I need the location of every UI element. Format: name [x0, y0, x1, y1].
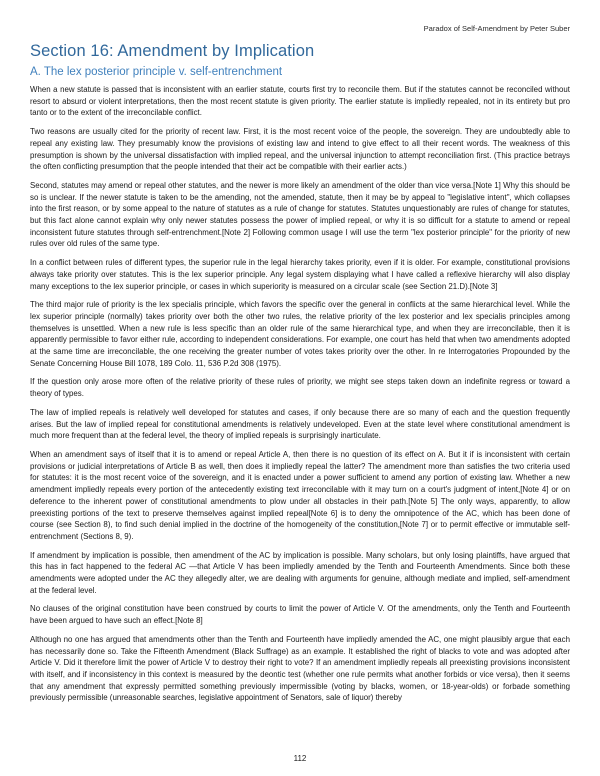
body-text [30, 84, 570, 704]
body-paragraph: Two reasons are usually cited for the priority of recent law. First, it is the most recent voice of the people, the sovereign. They are undoubtedly able to repeal any existing law. They presumably know the provisions of existing law and intend to give effect to all their recent words. The weakness of this presumption is shown by the universal dissatisfaction with implied repeal, and the universal injunction to attempt reconciliation first. (This practice betrays the often conflicting presumption that the people intended that their act be compatible with their earlier acts.) [30, 127, 570, 172]
body-paragraph: If the question only arose more often of the relative priority of these rules of priority, we might see steps taken down an indefinite regress or toward a theory of types. [30, 377, 570, 399]
page-number: 112 [293, 754, 307, 763]
body-paragraph: If amendment by implication is possible, then amendment of the AC by implication is possible. Many scholars, but only losing plaintiffs, have argued that this has in fact happened to the federal AC —that Article V has been impliedly amended by the Tenth and Fourteenth Amendments. Since both these amendments were adopted under the AC they allegedly alter, we are dealing with arguments for genuine, although mediate and implied, self-amendment at the federal level. [30, 550, 570, 595]
running-header-title: Paradox of Self-Amendment by Peter Suber [423, 24, 570, 33]
body-paragraph: The third major rule of priority is the lex specialis principle, which favors the specific over the general in conflicts at the same hierarchical level. While the lex superior principle (normally) takes priority over both the other two rules, the relative priority of the lex posterior and lex specialis principles among themselves is unsettled. When a new rule is less specific than an older rule of the same hierarchical type, and when they are irreconcilable, then it is apparently permissible to favor either rule, according to independent considerations. For example, one court has held that when two amendments adopted at the same time are irreconcilable, the one receiving the greater number of votes takes priority over the other. In re Interrogatories Propounded by the Senate Concerning House Bill 1078, 189 Colo. 11, 536 P.2d 308 (1975). [30, 300, 570, 368]
body-paragraph: Second, statutes may amend or repeal other statutes, and the newer is more likely an amendment of the older than vice versa.[Note 1] Why this should be so is unclear. If the newer statute is taken to be the amending, not the amended, statute, then it may be by appeal to "legislative intent", which collapses into the first reason, or by some appeal to the nature of statutes as a rule of change for statutes. Statutes unquestionably are rules of change for statutes, but this fact alone cannot explain why only newer statutes possess the power of implied repeal, or why it is so difficult for a statute to amend or repeal inconsistent future statutes through self-entrenchment.[Note 2] Following common usage I will use the term "lex posterior principle" for the priority of new rules over old rules of the same type. [30, 180, 570, 249]
section-title: Section 16: Amendment by Implication [30, 42, 315, 60]
body-paragraph: In a conflict between rules of different types, the superior rule in the legal hierarchy takes priority, even if it is older. For example, constitutional provisions always take priority over statutes. This is the lex superior principle. Any legal system displaying what I have called a reflexive hierarchy will also display many exceptions to the lex superior principle, or cases in which superiority is measured on a circular scale (see Section 21.D).[Note 3] [30, 258, 570, 291]
body-paragraph: When an amendment says of itself that it is to amend or repeal Article A, then there is no question of its effect on A. But it if is inconsistent with certain provisions or judicial interpretations of Article B as well, then does it impliedly repeal the latter? The amendment more than satisfies the two criteria used for statutes: it is the most recent voice of the sovereign, and it is enacted under a power sufficient to amend any portion of existing law. Whether a new amendment impliedly repeals every portion of the antecedently existing text irreconcilable with it may turn on a court's judgment of intent,[Note 4] or on deference to the inherent power of constitutional amendments to plow under all obstacles in their path.[Note 5] The only ways, apparently, to allow preexisting portions of the text to preserve themselves against implied repeal[Note 6] is to deny the omnipotence of the AC, which has been done of course (see Section 8), to find such denial implied in the doctrine of the homogeneity of the constitution,[Note 7] or to permit effective or immutable self-entrenchment (Sections 8, 9). [30, 449, 570, 541]
body-paragraph: When a new statute is passed that is inconsistent with an earlier statute, courts first try to reconcile them. But if the statutes cannot be reconciled without resort to absurd or violent interpretations, then the most recent statute is given priority. The earlier statute is impliedly repealed, not in its entirety but pro tanto or to the extent of the irreconcilable conflict. [30, 85, 570, 118]
body-paragraph: The law of implied repeals is relatively well developed for statutes and cases, if only because there are so many of each and the question frequently arises. But the law of implied repeal for constitutional amendments is relatively undeveloped. Even at the state level where constitutional amendment is much more frequent than at the federal level, the theory of implied repeals is surprisingly inarticulate. [30, 407, 570, 441]
body-paragraph: No clauses of the original constitution have been construed by courts to limit the power of Article V. Of the amendments, only the Tenth and Fourteenth have been argued to have such an effect.[Note 8] [30, 604, 570, 626]
body-paragraph: Although no one has argued that amendments other than the Tenth and Fourteenth have impliedly amended the AC, one might plausibly argue that each has necessarily done so. Take the Fifteenth Amendment (Black Suffrage) as an example. It established the right of blacks to vote and was adopted after Article V. Did it therefore limit the power of Article V to destroy their right to vote? If an amendment impliedly repeals all preexisting provisions inconsistent with itself, and if inconsistency in this context is measured by the deontic test (whether one rule permits what another forbids or vice versa), then it seems that any amendment that expressly permitted something previously impermissible (voting by blacks, women, or 18-year-olds) or forbade something previously permissible (unreasonable searches, legislative appointment of Senators, sale of liquor) thereby [30, 634, 570, 703]
section-subtitle: A. The lex posterior principle v. self-entrenchment [30, 66, 283, 78]
